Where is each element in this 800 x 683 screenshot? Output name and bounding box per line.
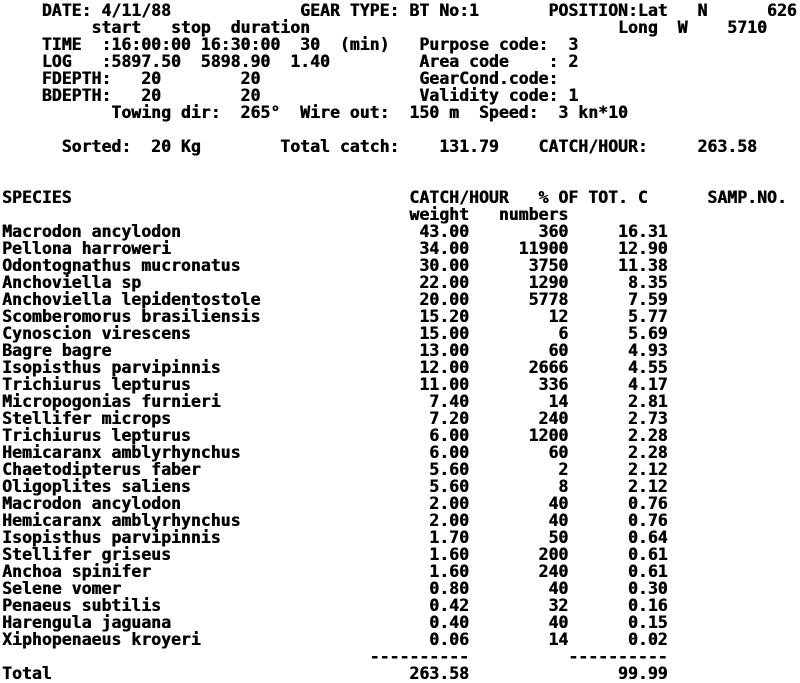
species-row-8: Bagre bagre 13.00 60 4.93 [2, 341, 797, 360]
header-line-date: DATE: 4/11/88 GEAR TYPE: BT No:1 POSITION:Lat N 626 [2, 1, 797, 20]
species-row-6: Scomberomorus brasiliensis 15.20 12 5.77 [2, 307, 797, 326]
summary-line: Sorted: 20 Kg Total catch: 131.79 CATCH/HOUR: 263.58 [2, 137, 797, 156]
species-row-10: Trichiurus lepturus 11.00 336 4.17 [2, 375, 797, 394]
species-row-13: Trichiurus lepturus 6.00 1200 2.28 [2, 426, 797, 445]
header-line-towing: Towing dir: 265° Wire out: 150 m Speed: 3 kn*10 [2, 103, 797, 122]
species-row-19: Isopisthus parvipinnis 1.70 50 0.64 [2, 528, 797, 547]
table-header: SPECIES CATCH/HOUR % OF TOT. C SAMP.NO. [2, 188, 797, 207]
species-row-17: Macrodon ancylodon 2.00 40 0.76 [2, 494, 797, 513]
blank-2 [2, 155, 800, 172]
species-row-25: Xiphopenaeus kroyeri 0.06 14 0.02 [2, 630, 797, 649]
species-row-3: Odontognathus mucronatus 30.00 3750 11.38 [2, 256, 797, 275]
header-line-fdepth: FDEPTH: 20 20 GearCond.code: [2, 69, 797, 88]
species-row-21: Anchoa spinifer 1.60 240 0.61 [2, 562, 797, 581]
species-row-5: Anchoviella lepidentostole 20.00 5778 7.59 [2, 290, 797, 309]
header-line-cols: start stop duration Long W 5710 [2, 18, 797, 37]
total-rule: ---------- ---------- [2, 647, 797, 666]
species-row-1: Macrodon ancylodon 43.00 360 16.31 [2, 222, 797, 241]
species-row-22: Selene vomer 0.80 40 0.30 [2, 579, 797, 598]
species-row-11: Micropogonias furnieri 7.40 14 2.81 [2, 392, 797, 411]
species-row-18: Hemicaranx amblyrhynchus 2.00 40 0.76 [2, 511, 797, 530]
species-row-16: Oligoplites saliens 5.60 8 2.12 [2, 477, 797, 496]
header-line-bdepth: BDEPTH: 20 20 Validity code: 1 [2, 86, 797, 105]
species-row-12: Stellifer microps 7.20 240 2.73 [2, 409, 797, 428]
header-line-log: LOG :5897.50 5898.90 1.40 Area code : 2 [2, 52, 797, 71]
species-row-2: Pellona harroweri 34.00 11900 12.90 [2, 239, 797, 258]
species-row-9: Isopisthus parvipinnis 12.00 2666 4.55 [2, 358, 797, 377]
species-row-23: Penaeus subtilis 0.42 32 0.16 [2, 596, 797, 615]
blank-3 [2, 172, 800, 189]
species-row-7: Cynoscion virescens 15.00 6 5.69 [2, 324, 797, 343]
species-row-20: Stellifer griseus 1.60 200 0.61 [2, 545, 797, 564]
table-subheader: weight numbers [2, 205, 797, 224]
header-line-time: TIME :16:00:00 16:30:00 30 (min) Purpose code: 3 [2, 35, 797, 54]
species-row-14: Hemicaranx amblyrhynchus 6.00 60 2.28 [2, 443, 797, 462]
blank-1 [2, 121, 800, 138]
total-row: Total 263.58 99.99 [2, 664, 797, 683]
species-row-4: Anchoviella sp 22.00 1290 8.35 [2, 273, 797, 292]
species-row-15: Chaetodipterus faber 5.60 2 2.12 [2, 460, 797, 479]
species-row-24: Harengula jaguana 0.40 40 0.15 [2, 613, 797, 632]
